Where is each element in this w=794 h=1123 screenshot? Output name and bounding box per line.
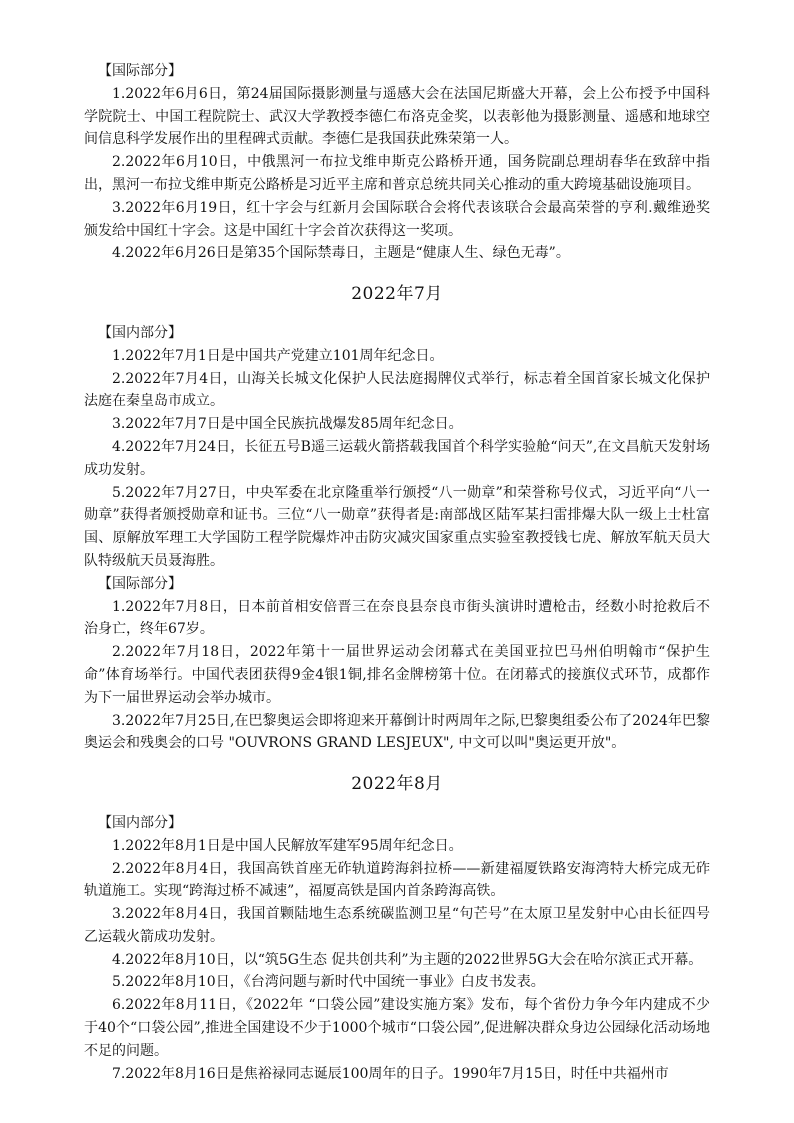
section-june [84,60,710,265]
list-item: 3.2022年7月25日,在巴黎奥运会即将迎来开幕倒计时两周年之际,巴黎奥组委公布了2024年巴黎奥运会和残奥会的口号 "OUVRONS GRAND LESJEUX", 中文可以叫"奥运更开放"。 [84,712,710,752]
list-item: 5.2022年8月10日，《台湾问题与新时代中国统一事业》白皮书发表。 [112,974,545,991]
list-item: 1.2022年7月1日是中国共产党建立101周年纪念日。 [112,347,444,364]
month-heading: 2022年8月 [351,774,443,795]
section-july [84,283,710,755]
list-item: 6.2022年8月11日，《2022年 “口袋公园”建设实施方案》发布，每个省份力争今年内建成不少于40个“口袋公园”,推进全国建设不少于1000个城市“口袋公园”,促进解决群众身边公园绿化活动场地不足的问题。 [84,997,710,1059]
section-label-international: 【国际部分】 [98,63,182,79]
list-item: 1.2022年7月8日，日本前首相安倍晋三在奈良县奈良市街头演讲时遭枪击，经数小时抢救后不治身亡，终年67岁。 [84,598,710,638]
list-item: 1.2022年8月1日是中国人民解放军建军95周年纪念日。 [112,837,463,854]
section-label-international: 【国际部分】 [98,575,182,592]
list-item: 4.2022年8月10日，以“筑5G生态 促共创共利”为主题的2022世界5G大会在哈尔滨正式开幕。 [112,951,703,968]
section-august [84,773,710,1085]
section-label-domestic: 【国内部分】 [98,324,182,341]
list-item: 3.2022年7月7日是中国全民族抗战爆发85周年纪念日。 [112,416,463,433]
list-item: 2.2022年6月10日，中俄黑河一布拉戈维申斯克公路桥开通，国务院副总理胡春华在致辞中指出，黑河一布拉戈维申斯克公路桥是习近平主席和普京总统共同关心推动的重大跨境基础设施项目。 [84,154,710,193]
list-item: 2.2022年7月4日，山海关长城文化保护人民法庭揭牌仪式举行，标志着全国首家长城文化保护法庭在秦皇岛市成立。 [84,370,710,410]
list-item: 3.2022年8月4日，我国首颗陆地生态系统碳监测卫星“句芒号”在太原卫星发射中心由长征四号乙运载火箭成功发射。 [84,906,710,945]
list-item: 2.2022年7月18日，2022年第十一届世界运动会闭幕式在美国亚拉巴马州伯明翰市“保护生命”体育场举行。中国代表团获得9金4银1铜,排名金牌榜第十位。在闭幕式的接旗仪式环节，成都作为下一届世界运动会举办城市。 [84,644,710,706]
list-item: 4.2022年7月24日，长征五号B遥三运载火箭搭载我国首个科学实验舱“问天”,在文昌航天发射场成功发射。 [84,438,710,478]
month-heading: 2022年7月 [351,284,443,305]
section-label-domestic: 【国内部分】 [98,814,182,831]
list-item: 5.2022年7月27日，中央军委在北京隆重举行颁授“八一勋章”和荣誉称号仪式，习近平向“八一勋章”获得者颁授勋章和证书。三位“八一勋章”获得者是:南部战区陆军某扫雷排爆大队一级上士杜富国、原解放军理工大学国防工程学院爆炸冲击防灾减灾国家重点实验室教授钱七虎、解放军航天员大队特级航天员聂海胜。 [84,484,710,569]
list-item: 3.2022年6月19日，红十字会与红新月会国际联合会将代表该联合会最高荣誉的亨利.戴维逊奖颁发给中国红十字会。这是中国红十字会首次获得这一奖项。 [84,199,710,239]
list-item: 7.2022年8月16日是焦裕禄同志诞辰100周年的日子。1990年7月15日，时任中共福州市 [112,1065,669,1082]
list-item: 2.2022年8月4日，我国高铁首座无砟轨道跨海斜拉桥——新建福厦铁路安海湾特大桥完成无砟轨道施工。实现“跨海过桥不减速”，福厦高铁是国内首条跨海高铁。 [84,860,710,900]
list-item: 1.2022年6月6日，第24届国际摄影测量与遥感大会在法国尼斯盛大开幕，会上公布授予中国科学院院士、中国工程院院士、武汉大学教授李德仁布洛克金奖，以表彰他为摄影测量、遥感和地球空间信息科学发展作出的里程碑式贡献。李德仁是我国获此殊荣第一人。 [84,85,710,148]
list-item: 4.2022年6月26日是第35个国际禁毒日，主题是“健康人生、绿色无毒”。 [112,245,570,262]
